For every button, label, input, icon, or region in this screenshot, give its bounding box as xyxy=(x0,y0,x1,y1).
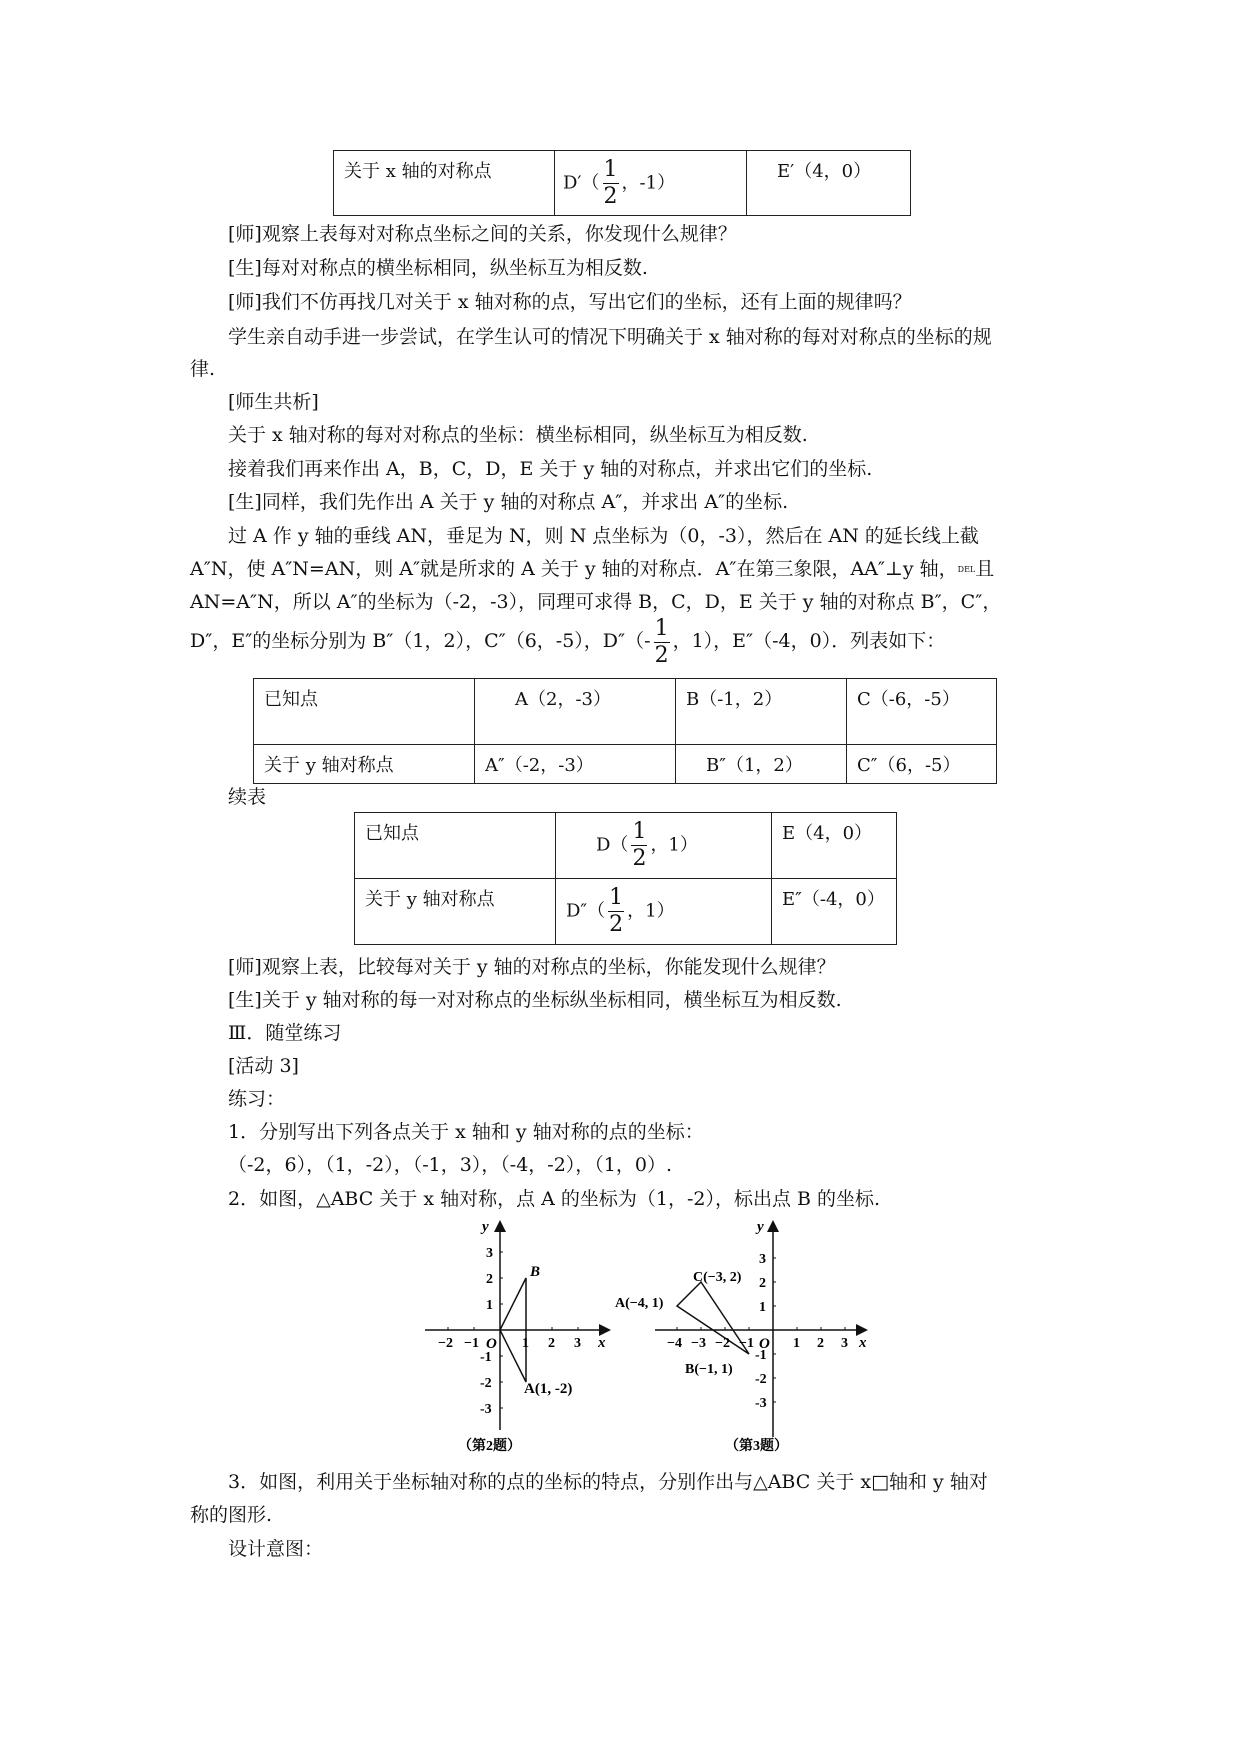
table-cell: 已知点 xyxy=(355,813,556,879)
d-prefix: D″（ xyxy=(566,900,606,922)
table-x-symmetry xyxy=(333,150,911,216)
text-run: 且 xyxy=(975,558,995,580)
table-cell xyxy=(556,813,772,879)
d-suffix: ，1） xyxy=(627,900,675,922)
exercise-1-points: （-2，6），（1，-2），（-1，3），（-4，-2），（1，0）. xyxy=(228,1154,673,1176)
table-cell: C（-6，-5） xyxy=(847,679,997,745)
paragraph: [师生共析] xyxy=(228,391,319,413)
paragraph: 关于 x 轴对称的每对对称点的坐标：横坐标相同，纵坐标互为相反数. xyxy=(228,424,808,446)
table-y-symmetry xyxy=(253,678,997,784)
y-tick-label: -1 xyxy=(755,1348,767,1363)
table-cell xyxy=(556,879,772,945)
paragraph: [师]我们不仿再找几对关于 x 轴对称的点，写出它们的坐标，还有上面的规律吗？ xyxy=(228,291,912,313)
x-tick-label: 3 xyxy=(841,1336,848,1351)
text-run: D″，E″的坐标分别为 B″（1，2），C″（6，-5），D″（- xyxy=(190,630,651,652)
xubiao-label: 续表 xyxy=(228,786,267,808)
paragraph: [师]观察上表每对对称点坐标之间的关系，你发现什么规律？ xyxy=(228,223,737,245)
y-axis-label: y xyxy=(482,1219,489,1235)
exercise-2: 2．如图，△ABC 关于 x 轴对称，点 A 的坐标为（1，-2），标出点 B 的坐标. xyxy=(228,1188,881,1210)
paragraph: 律. xyxy=(190,358,216,380)
y-tick-label: -2 xyxy=(480,1376,492,1391)
table-cell: 关于 y 轴对称点 xyxy=(355,879,556,945)
paragraph: [生]关于 y 轴对称的每一对对称点的坐标纵坐标相同，横坐标互为相反数. xyxy=(228,989,842,1011)
x-axis-label: x xyxy=(859,1335,867,1351)
point-a-label: A(−4, 1) xyxy=(615,1296,664,1311)
section-heading: Ⅲ．随堂练习 xyxy=(228,1022,342,1044)
table-cell: E（4，0） xyxy=(772,813,897,879)
x-tick-label: 1 xyxy=(793,1336,800,1351)
y-tick-label: -3 xyxy=(755,1396,767,1411)
fraction xyxy=(631,819,647,872)
d-prefix: D（ xyxy=(596,834,629,856)
y-tick-label: 1 xyxy=(759,1300,766,1315)
x-tick-label: −1 xyxy=(464,1336,479,1351)
figure-2-caption: （第2题） xyxy=(458,1439,521,1454)
figure-2-diagram xyxy=(420,1215,620,1455)
paragraph xyxy=(190,557,994,582)
e-point: E′（4，0） xyxy=(777,161,872,182)
table-cell: B（-1，2） xyxy=(676,679,847,745)
x-tick-label: 2 xyxy=(548,1336,555,1351)
table-cell: E″（-4，0） xyxy=(772,879,897,945)
table-cell: A（2，-3） xyxy=(475,679,676,745)
frac-numerator: 1 xyxy=(632,819,647,844)
table-cell: C″（6，-5） xyxy=(847,745,997,784)
figure-3-caption: （第3题） xyxy=(725,1439,788,1454)
paragraph: 设计意图： xyxy=(228,1538,324,1560)
point-b-label: B xyxy=(530,1264,541,1280)
origin-label: O xyxy=(759,1336,770,1352)
table-cell: 已知点 xyxy=(254,679,475,745)
x-tick-label: 2 xyxy=(817,1336,824,1351)
paragraph: 过 A 作 y 轴的垂线 AN，垂足为 N，则 N 点坐标为（0，-3），然后在 AN 的延长线上截 xyxy=(228,525,979,547)
figure-3-diagram xyxy=(615,1215,875,1455)
fraction xyxy=(603,157,619,210)
fraction xyxy=(654,616,670,669)
y-tick-label: 3 xyxy=(759,1252,766,1267)
paragraph: AN=A″N，所以 A″的坐标为（-2，-3），同理可求得 B，C，D，E 关于 y 轴的对称点 B″，C″， xyxy=(190,591,1002,613)
table-cell xyxy=(334,151,555,216)
y-axis-label: y xyxy=(757,1219,764,1235)
paragraph: [生]同样，我们先作出 A 关于 y 轴的对称点 A″，并求出 A″的坐标. xyxy=(228,491,789,513)
small-mark: DEL xyxy=(957,565,976,574)
frac-numerator: 1 xyxy=(603,156,618,182)
paragraph: [活动 3] xyxy=(228,1055,299,1077)
table-cell: A″（-2，-3） xyxy=(475,745,676,784)
y-tick-label: 2 xyxy=(486,1272,493,1287)
paragraph: [师]观察上表，比较每对关于 y 轴的对称点的坐标，你能发现什么规律？ xyxy=(228,956,836,978)
frac-numerator: 1 xyxy=(654,615,669,641)
x-tick-label: 1 xyxy=(522,1336,529,1351)
x-tick-label: −2 xyxy=(715,1336,730,1351)
text-run: A″N，使 A″N=AN，则 A″就是所求的 A 关于 y 轴的对称点．A″在第三象限，AA″⊥y 轴， xyxy=(190,558,958,580)
paragraph xyxy=(190,612,945,670)
point-c-label: C(−3, 2) xyxy=(693,1270,742,1285)
x-tick-label: −2 xyxy=(438,1336,453,1351)
y-tick-label: -1 xyxy=(480,1350,492,1365)
text-run: ，1），E″（-4，0）．列表如下： xyxy=(672,630,946,652)
origin-label: O xyxy=(486,1336,497,1352)
frac-denominator: 2 xyxy=(632,846,647,871)
paragraph: [生]每对对称点的横坐标相同，纵坐标互为相反数. xyxy=(228,257,648,279)
paragraph: 练习： xyxy=(228,1088,286,1110)
row-label: 关于 x 轴的对称点 xyxy=(344,161,492,182)
table-cell xyxy=(555,151,747,216)
frac-denominator: 2 xyxy=(603,183,618,209)
table-cell: B″（1，2） xyxy=(676,745,847,784)
exercise-3: 3．如图，利用关于坐标轴对称的点的坐标的特点，分别作出与△ABC 关于 x□轴和 y 轴对 xyxy=(228,1471,988,1493)
table-cell: 关于 y 轴对称点 xyxy=(254,745,475,784)
y-tick-label: -2 xyxy=(755,1372,767,1387)
x-axis-label: x xyxy=(598,1335,606,1351)
y-tick-label: 1 xyxy=(486,1298,493,1313)
point-b-label: B(−1, 1) xyxy=(685,1362,733,1377)
frac-denominator: 2 xyxy=(609,912,624,937)
y-tick-label: -3 xyxy=(480,1402,492,1417)
exercise-1: 1．分别写出下列各点关于 x 轴和 y 轴对称的点的坐标： xyxy=(228,1121,704,1143)
d-suffix: ，-1） xyxy=(621,172,676,193)
frac-numerator: 1 xyxy=(609,885,624,910)
fraction xyxy=(608,885,624,938)
table-continued xyxy=(354,812,897,945)
point-a-label: A(1, -2) xyxy=(524,1381,573,1397)
paragraph: 称的图形. xyxy=(190,1504,273,1526)
d-prefix: D′（ xyxy=(563,172,600,193)
x-tick-label: −3 xyxy=(691,1336,706,1351)
y-tick-label: 3 xyxy=(486,1246,493,1261)
paragraph: 学生亲自动手进一步尝试，在学生认可的情况下明确关于 x 轴对称的每对对称点的坐标的规 xyxy=(228,326,992,348)
table-cell xyxy=(747,151,911,216)
x-tick-label: −4 xyxy=(667,1336,682,1351)
x-tick-label: 3 xyxy=(574,1336,581,1351)
frac-denominator: 2 xyxy=(654,642,669,668)
d-suffix: ，1） xyxy=(650,834,698,856)
y-tick-label: 2 xyxy=(759,1276,766,1291)
x-tick-label: −1 xyxy=(739,1336,754,1351)
paragraph: 接着我们再来作出 A，B，C，D，E 关于 y 轴的对称点，并求出它们的坐标. xyxy=(228,458,873,480)
